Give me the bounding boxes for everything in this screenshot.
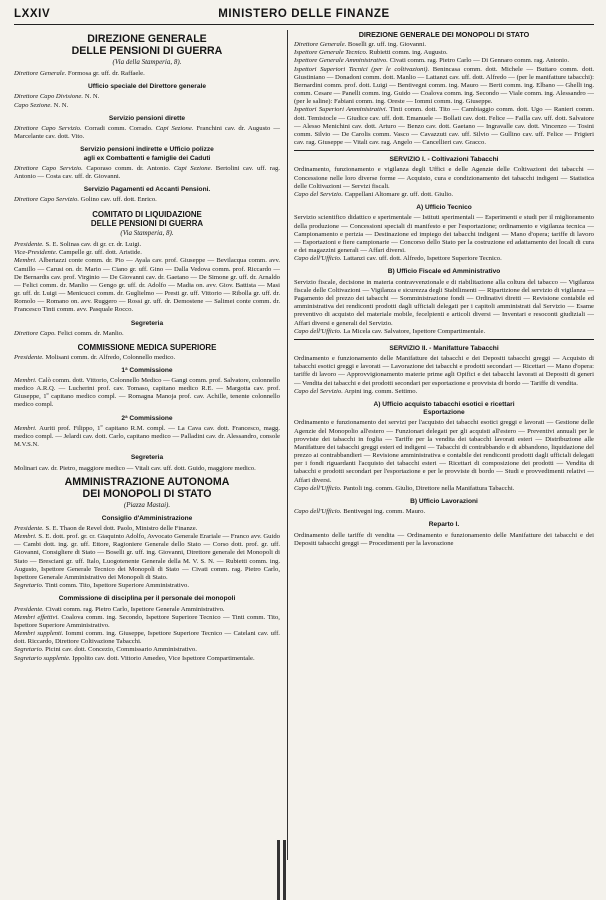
entry	[14, 241, 280, 249]
title-line: AMMINISTRAZIONE AUTONOMA	[64, 475, 230, 488]
entry-label: Capo dell'Ufficio.	[294, 327, 342, 335]
entry	[294, 49, 594, 57]
heading-line: Esportazione	[423, 409, 465, 417]
entry-label: Capo dell'Ufficio.	[294, 484, 342, 492]
entry-label: Membri.	[14, 257, 37, 265]
service-heading: SERVIZIO II. - Manifatture Tabacchi	[389, 344, 499, 352]
section-title-monopoli	[14, 476, 280, 500]
entry-label: Direttore Generale.	[14, 69, 67, 77]
office-heading	[294, 401, 594, 417]
subsection-heading: Segreteria	[130, 454, 164, 462]
running-header	[14, 6, 594, 25]
page-number: LXXIV	[14, 8, 51, 20]
entry-text: Pantoli ing. comm. Giulio, Direttore nella Manifattura Tabacchi.	[343, 484, 515, 492]
entry-text: Calò comm. dott. Vittorio, Colonnello Medico — Gangi comm. prof. Salvatore, colonnello medico A.R.Q. — Lucherini prof. cav. Tomaso, capitano medico R.E. — Margotta cav. prof. Giuseppe, 1º capitano medico compl. — Romagna Manoja prof. cav. Achille, tenente colonnello medico compl.	[14, 376, 280, 409]
entry-text: S. E. dott. prof. gr. cr. Giaquinto Adolfo, Avvocato Generale Erariale — Franco avv. Guido — Cambi dott. ing. gr. uff. Ettore, Ragioniere Generale dello Stato — Corso dott. prof. gr. uff. Giovanni, Consigliere di Stato — Boselli gr. uff. ing. Giovanni, Direttore generale dei Monopoli di Stato — Bresciani gr. uff. Italo, Luogotenente Generale della M. V. S. N. — Rubietti comm. ing. Augusto, Ispettore Generale Tecnico dei Monopoli di Stato — Civati comm. rag. Pietro Carlo, Ispettore Generale Amministrativo dei Monopoli di Stato.	[14, 533, 280, 581]
entry	[14, 102, 280, 110]
section-title-direzione-monopoli: DIREZIONE GENERALE DEI MONOPOLI DI STATO	[358, 30, 530, 39]
entry-text: Rubietti comm. ing. Augusto.	[369, 49, 448, 57]
entry-label: Presidente.	[14, 524, 44, 532]
entry	[14, 525, 280, 533]
title-line: DEI MONOPOLI DI STATO	[82, 487, 212, 500]
section-title-pensioni	[14, 33, 280, 57]
section-title-commissione: COMMISSIONE MEDICA SUPERIORE	[77, 343, 217, 353]
entry-text: Bentivegni ing. comm. Mauro.	[343, 508, 426, 516]
binding-mark	[283, 840, 286, 900]
office-heading: B) Ufficio Fiscale ed Amministrativo	[387, 268, 501, 276]
entry-text: S. E. Solinas cav. di gr. cr. dr. Luigi.	[45, 241, 142, 249]
entry-text: Ordinamento e funzionamento delle Manifatture dei tabacchi e dei Depositi tabacchi greggi — Acquisto di tabacchi esotici greggi e lavorati — Lavorazione dei tabacchi e prodotti secondari — Ricettari — Mano d'opera: tariffe di lavoro — Approvvigionamento materie prime agli Opifici e dei tabacchi lavorati ai Depositi di generi — Vendita dei tabacchi e dei prodotti secondari per esportazione e provvista di bordo — Tariffe di vendita.	[294, 355, 594, 387]
entry	[14, 630, 280, 646]
entry-label: Presidente.	[14, 241, 44, 249]
entry-text: Civati comm. rag. Pietro Carlo — Di Gennaro comm. rag. Antonio.	[389, 57, 570, 65]
entry	[14, 249, 280, 257]
title-line: DELLE PENSIONI DI GUERRA	[71, 45, 223, 58]
running-title: MINISTERO DELLE FINANZE	[218, 8, 390, 20]
entry-label: Segretario.	[14, 582, 44, 590]
entry	[294, 106, 594, 147]
entry	[294, 508, 594, 516]
entry	[14, 582, 280, 590]
entry-label: Capo Sezione.	[14, 101, 52, 109]
entry-text: Ordinamento, funzionamento e vigilanza degli Uffici e delle Agenzie delle Coltivazioni dei tabacchi — Concessione nelle loro diverse forme — Acquisto, cura e condizionamento dei tabacchi indigeni — Statistica delle Coltivazioni — Servizi fiscali.	[294, 166, 594, 190]
entry-text: N. N.	[84, 93, 100, 101]
entry-text: Formosa gr. uff. dr. Raffaele.	[67, 69, 145, 77]
heading-line: A) Ufficio acquisto tabacchi esotici e ricettari	[373, 400, 515, 408]
entry	[14, 465, 280, 473]
subsection-heading: Consiglio d'Amministrazione	[101, 514, 193, 522]
entry	[14, 93, 280, 101]
heading-line: agli ex Combattenti e famiglie dei Caduti	[83, 154, 211, 162]
entry-label: Segretario.	[14, 646, 44, 654]
entry	[294, 214, 594, 255]
entry	[14, 196, 280, 204]
entry	[14, 655, 280, 663]
entry	[14, 257, 280, 314]
title-line: COMITATO DI LIQUIDAZIONE	[92, 209, 202, 219]
entry-text: N. N.	[53, 101, 69, 109]
entry-label: Capo dell'Ufficio.	[294, 508, 342, 516]
entry-label: Direttore Generale.	[294, 41, 347, 48]
entry	[14, 330, 280, 338]
entry	[294, 57, 594, 65]
entry	[14, 354, 280, 362]
entry-text: Lattanzi cav. uff. dott. Alfredo, Ispettore Superiore Tecnico.	[343, 255, 502, 263]
entry	[294, 355, 594, 388]
binding-mark	[277, 840, 280, 900]
entry	[14, 614, 280, 630]
subsection-heading: 1ª Commissione	[121, 366, 173, 374]
entry	[294, 255, 594, 263]
subsection-heading: Servizio pensioni dirette	[108, 114, 186, 122]
entry-label: Capo del Servizio.	[294, 190, 343, 198]
entry-label: Membri effettivi.	[14, 613, 59, 621]
entry-text: Caporaso comm. dr. Antonio.	[86, 164, 171, 172]
entry-text: Franchini cav. dr. Augusto — Marcelante cav. dott. Vito.	[14, 124, 280, 141]
subsection-heading: Servizio Pagamenti ed Accanti Pensioni.	[83, 186, 211, 194]
office-heading: B) Ufficio Lavorazioni	[410, 497, 478, 505]
title-line: DELLE PENSIONI DI GUERRA	[90, 218, 204, 228]
section-rule	[294, 150, 594, 151]
entry-text: Tinti comm. Tito, Ispettore Superiore Amministrativo.	[45, 582, 190, 590]
entry-text: Golino cav. uff. dott. Enrico.	[80, 196, 157, 204]
entry-label: Direttore Capo Servizio.	[14, 196, 79, 204]
section-rule	[294, 339, 594, 340]
entry-label: Capi Sezione.	[173, 164, 213, 172]
section-title-comitato	[14, 210, 280, 229]
right-column	[294, 30, 594, 894]
entry-text: Benincasa comm. dott. Michele — Buttaro comm. dott. Giustiniano — Donadoni comm. dott. Manlio — Lattanzi cav. uff. dott. Alfredo — (per le manifatture tabacchi): Bernardini comm. prof. dott. Luigi — Bentivegni comm. ing. Mauro — Berti comm. ing. Elbano — Ghelli ing. comm. Cesare — Panelli comm. ing. Guido — Coalova comm. ing. Secondo — Viale comm. ing. Alessandro — (per le saline): Fabiani comm. ing. Oreste — Iommi comm. ing. Giuseppe.	[294, 65, 594, 106]
entry	[14, 533, 280, 582]
entry	[294, 485, 594, 493]
entry-label: Direttore Capo.	[14, 329, 56, 337]
office-heading: A) Ufficio Tecnico	[416, 204, 472, 212]
entry-label: Presidente.	[14, 353, 44, 361]
entry-label: Capi Sezione.	[155, 124, 194, 132]
entry	[14, 377, 280, 410]
entry-text: Tinti comm. dott. Tito — Cambiaggio comm. dott. Ugo — Ranieri comm. dott. Temistocle — Giudice cav. uff. dott. Emanuele — Bollati cav. dott. Felice — Failla cav. uff. dott. Salvatore — Alesso Menichini cav. dott. Arturo — Benzo cav. dott. Gaetano — Ingravalle cav. dott. Vincenzo — Tosini comm. Silvio — De Carolis comm. Vasco — Cavazzuti cav. uff. Silvio — Gullino cav. uff. Felice — Frigieri cav. rag. Giuseppe — Vitali cav. rag. Angelo — Cancellieri cav. Gracco.	[294, 106, 594, 147]
entry-text: Albertazzi conte comm. dr. Pio — Ayala cav. prof. Giuseppe — Bevilacqua comm. avv. Camillo — Carusi on. dr. Mario — Ciano gr. uff. Gino — Dalla Vedova comm. prof. Riccardo — De Bernardis cav. prof. Virginio — De Giovanni cav. dr. Gaetano — De Simone gr. uff. dr. Arnaldo — Felici comm. dr. Manlio — Gengo gr. uff. dr. Adolfo — Madia on. avv. Giov. Battista — Masi gr. uff. dr. Luigi — Menicucci comm. dr. Guglielmo — Presti gr. uff. Vittorio — Ribolla gr. uff. dr. Romolo — Romano on. avv. Ruggero — Rossi gr. uff. dr. Demostene — Salimei conte comm. dr. Francesco Tinti comm. avv. Pasquale Rocco.	[14, 257, 280, 314]
entry-text: Picini cav. dott. Concezio, Commissario Amministrativo.	[45, 646, 197, 654]
entry-text: S. E. Thaon de Revel dott. Paolo, Ministro delle Finanze.	[45, 524, 198, 532]
subsection-heading: Commissione di disciplina per il personale dei monopoli	[58, 595, 236, 603]
entry-label: Membri.	[14, 376, 37, 384]
entry-label: Direttore Capo Servizio.	[14, 164, 83, 172]
left-column	[14, 30, 280, 894]
entry-text: Corradi comm. Corrado.	[84, 124, 153, 132]
entry	[294, 328, 594, 336]
entry-label: Ispettore Generale Tecnico.	[294, 49, 368, 57]
entry	[294, 279, 594, 328]
entry-text: Ordinamento delle tariffe di vendita — Ordinamento e funzionamento delle Manifatture dei tabacchi e dei Depositi tabacchi greggi — Procedimenti per la lavorazione	[294, 531, 594, 547]
entry-label: Presidente.	[14, 605, 44, 613]
entry-text: Servizio scientifico didattico e sperimentale — Istituti sperimentali — Esperimenti e studi per il miglioramento della produzione — Concessioni speciali di manifesto e per l'esportazione; ordinamento e vigilanza tecnica — Campionamento e perizia — Destinazione ed impiego dei tabacchi indigeni — Mano d'opera; tariffe di lavoro — Esportazioni e fiere campionarie — Concorso dello Stato per la costruzione ed adattamento dei locali di cura e dei magazzini generali — Affari diversi.	[294, 214, 594, 255]
entry-text: Boselli gr. uff. ing. Giovanni.	[347, 41, 427, 48]
entry-label: Direttore Capo Divisione.	[14, 93, 84, 101]
entry	[14, 646, 280, 654]
entry	[14, 165, 280, 181]
entry	[294, 66, 594, 107]
entry	[14, 606, 280, 614]
entry-text: La Micela cav. Salvatore, Ispettore Compartimentale.	[343, 327, 486, 335]
address: (Via della Stamperia, 8).	[112, 58, 182, 67]
entry-text: Coalova comm. ing. Secondo, Ispettore Superiore Tecnico — Tinti comm. Tito, Ispettore Superiore Amministrativo.	[14, 613, 280, 629]
entry-text: Felici comm. dr. Manlio.	[57, 329, 124, 337]
entry-text: Cappellani Altomare gr. uff. dott. Giulio.	[344, 190, 454, 198]
entry-text: Auriti prof. Filippo, 1º capitano R.M. compl. — La Cava cav. dott. Francesco, magg. medico compl. — Jelardi cav. dott. Carlo, capitano medico — Palladini cav. dr. Alessandro, console M.V.S.N.	[14, 424, 280, 449]
service-heading: SERVIZIO I. - Coltivazioni Tabacchi	[389, 156, 499, 164]
entry-text: Bertolini cav. uff. rag. Antonio — Costa cav. uff. dr. Giovanni.	[14, 164, 280, 180]
entry-label: Direttore Capo Servizio.	[14, 124, 82, 132]
entry-label: Segretario supplente.	[14, 654, 71, 662]
entry-text: Arpini ing. comm. Settimo.	[344, 387, 418, 395]
entry-label: Membri.	[14, 424, 37, 432]
entry	[294, 388, 594, 396]
entry-text: Campelle gr. uff. dott. Aristide.	[59, 249, 142, 257]
entry	[14, 70, 280, 78]
entry-text: Molisani comm. dr. Alfredo, Colonnello medico.	[45, 353, 176, 361]
entry-text: Civati comm. rag. Pietro Carlo, Ispettore Generale Amministrativo.	[45, 605, 225, 613]
entry-text: Ordinamento e funzionamento dei servizi per l'acquisto dei tabacchi esotici greggi e lavorati — Gestione delle Agenzie del Monopolio all'estero — Funzionari delegati per gli acquisti all'estero — Preventivi annuali per le provviste dei tabacchi in foglia — Tariffe per la vendita dei tabacchi lavorati esteri — Distribuzione alle Manifatture dei tabacchi greggi esteri ed indigeni — Tabacchi di contrabbando e di abbandono, liquidazione del prezzo ai contrabbandieri — Revisione amministrativa e contabile dei rendiconti prodotti dagli ufficiali delegati per i fondi riguardanti l'acquisto dei tabacchi esteri — Ricettari di composizione dei prodotti — Vendita di tabacchi e prodotti secondari per l'esportazione e per le provviste di bordo — Studi e provvedimenti relativi — Affari diversi.	[294, 419, 594, 484]
title-line: DIREZIONE GENERALE	[87, 33, 207, 45]
entry	[14, 425, 280, 450]
entry-text: Ippolito cav. dott. Vittorio Amedeo, Vice Ispettore Compartimentale.	[72, 654, 255, 662]
entry-label: Capo del Servizio.	[294, 387, 343, 395]
entry-label: Ispettori Superiori Tecnici (per le coltivazioni).	[294, 65, 430, 73]
entry-label: Ispettori Superiori Amministrativi.	[294, 106, 388, 114]
entry	[294, 166, 594, 191]
subsection-heading: Segreteria	[130, 319, 164, 327]
heading-line: Servizio pensioni indirette e Ufficio polizze	[80, 146, 214, 154]
subsection-heading: 2ª Commissione	[121, 414, 173, 422]
entry-text: Iommi comm. ing. Giuseppe, Ispettore Superiore Tecnico — Catelani cav. uff. dott. Riccardo, Direttore Coltivazione Tabacchi.	[14, 630, 280, 646]
entry-text: Servizio fiscale, decisione in materia contravvenzionale e di riabilitazione alla coltura del tabacco — Vigilanza fiscale delle Coltivazioni — Vigilanza e sicurezza degli Stabilimenti — Ripartizione del servizio di vigilanza — Pagamento del prezzo dei tabacchi — Somministrazione fondi — Ordinativi diretti — Revisione contabile ed amministrativa dei rendiconti prodotti dagli ufficiali delegati per i capitoli amministrati dal Servizio — Esame preventivo di acquisto del materiale mobile, fecelpienti e articoli diversi — Inventari e resoconti giudiziali — Affari diversi e generali del Servizio.	[294, 278, 594, 327]
entry	[294, 419, 594, 484]
entry	[294, 41, 594, 49]
entry-label: Membri supplenti.	[14, 630, 64, 638]
entry	[294, 532, 594, 548]
entry-label: Membri.	[14, 533, 37, 541]
entry-label: Vice-Presidente.	[14, 249, 58, 257]
subsection-heading: Ufficio speciale del Direttore generale	[88, 83, 206, 91]
address: (Via Stamperia, 8).	[120, 229, 174, 238]
entry	[294, 191, 594, 199]
entry-label: Capo dell'Ufficio.	[294, 255, 342, 263]
subsection-heading	[14, 146, 280, 162]
entry	[14, 125, 280, 141]
address: (Piazza Mastai).	[123, 501, 171, 510]
entry-label: Ispettore Generale Amministrativo.	[294, 57, 388, 65]
entry-text: Molinari cav. dr. Pietro, maggiore medico — Vitali cav. uff. dott. Guido, maggiore medico.	[14, 464, 256, 472]
reparto-heading: Reparto I.	[428, 521, 460, 529]
column-divider	[287, 30, 288, 860]
